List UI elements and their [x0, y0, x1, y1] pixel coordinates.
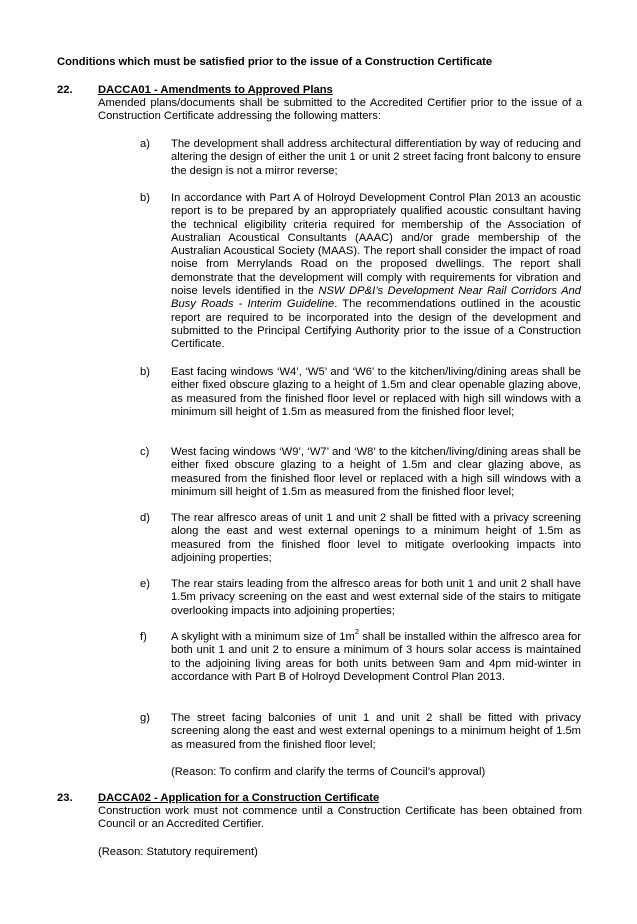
section-heading: Conditions which must be satisfied prior to the issue of a Construction Certificate — [57, 56, 493, 68]
item-f-text-end: shall be installed within the alfresco area for both unit 1 and unit 2 to ensure a minimum of 3 hours solar access is maintained to the adjoining living areas for both units between 9am and 4pm mid-winter in accordance with Part B of Holroyd Development Control Plan 2013. — [171, 631, 581, 683]
item-b-east-windows-text: East facing windows ‘W4’, ‘W5’ and ‘W6’ to the kitchen/living/dining areas shall be either fixed obscure glazing to a height of 1.5m and clear openable glazing above, as measured from the finished floor level or replaced with high sill windows with a minimum sill height of 1.5m as measured from the finished floor level; — [171, 366, 581, 418]
item-f-text — [171, 627, 581, 684]
item-g-label: g) — [140, 712, 150, 724]
condition-23-number: 23. — [57, 792, 73, 804]
item-f-label: f) — [140, 631, 147, 643]
condition-22-intro: Amended plans/documents shall be submitted to the Accredited Certifier prior to the issue of a Construction Certificate addressing the following matters: — [98, 97, 582, 123]
condition-22-number: 22. — [57, 84, 73, 96]
item-f-superscript: 2 — [354, 627, 359, 637]
item-a-label: a) — [140, 138, 150, 150]
item-c-label: c) — [140, 446, 150, 458]
item-g-text: The street facing balconies of unit 1 and unit 2 shall be fitted with privacy screening along the east and west external openings to a minimum height of 1.5m as measured from the finished floor level; — [171, 712, 581, 751]
item-d-text: The rear alfresco areas of unit 1 and unit 2 shall be fitted with a privacy screening along the east and west external openings to a minimum height of 1.5m as measured from the finished floor level to mitigate overlooking impacts into adjoining properties; — [171, 512, 581, 564]
item-b-acoustic-text-end: . The recommendations outlined in the acoustic report are required to be incorporated into the design of the development and submitted to the Principal Certifying Authority prior to the issue of a Construction Certificate. — [171, 298, 581, 351]
item-e-label: e) — [140, 578, 150, 590]
item-b-acoustic-text-start: In accordance with Part A of Holroyd Development Control Plan 2013 an acoustic report is to be prepared by an appropriately qualified acoustic consultant having the technical eligibility criteria required for membership of the Association of Australian Acoustical Consultants (AAAC) and/or grade membership of the Australian Acoustical Society (MAAS). The report shall consider the impact of road noise from Merrylands Road on the proposed dwellings. The report shall demonstrate that the development will comply with requirements for vibration and noise levels identified in the — [171, 192, 581, 298]
item-a-text: The development shall address architectural differentiation by way of reducing and altering the design of either the unit 1 or unit 2 street facing front balcony to ensure the design is not a mirror reverse; — [171, 138, 581, 177]
item-f-text-start: A skylight with a minimum size of 1m — [171, 631, 355, 643]
item-b-acoustic-label: b) — [140, 192, 150, 204]
condition-22-title: DACCA01 - Amendments to Approved Plans — [98, 84, 333, 96]
condition-23-reason: (Reason: Statutory requirement) — [98, 846, 258, 858]
item-b-east-windows-label: b) — [140, 366, 150, 378]
condition-23-intro: Construction work must not commence until a Construction Certificate has been obtained from Council or an Accredited Certifier. — [98, 805, 582, 831]
item-b-acoustic-guideline: NSW DP&I’s Development Near Rail Corridors And Busy Roads - Interim Guideline — [171, 285, 581, 311]
condition-22-reason: (Reason: To confirm and clarify the terms of Council’s approval) — [171, 766, 486, 778]
condition-23-title: DACCA02 - Application for a Construction Certificate — [98, 792, 380, 804]
item-d-label: d) — [140, 512, 150, 524]
item-c-text: West facing windows ‘W9’, ‘W7’ and ‘W8’ to the kitchen/living/dining areas shall be either fixed obscure glazing to a height of 1.5m and clear glazing above, as measured from the finished floor level or replaced with a high sill windows with a minimum sill height of 1.5m as measured from the finished floor level; — [171, 446, 581, 498]
item-b-acoustic-text — [171, 192, 581, 352]
item-e-text: The rear stairs leading from the alfresco areas for both unit 1 and unit 2 shall have 1.5m privacy screening on the east and west external side of the stairs to mitigate overlooking impacts into adjoining properties; — [171, 578, 581, 617]
